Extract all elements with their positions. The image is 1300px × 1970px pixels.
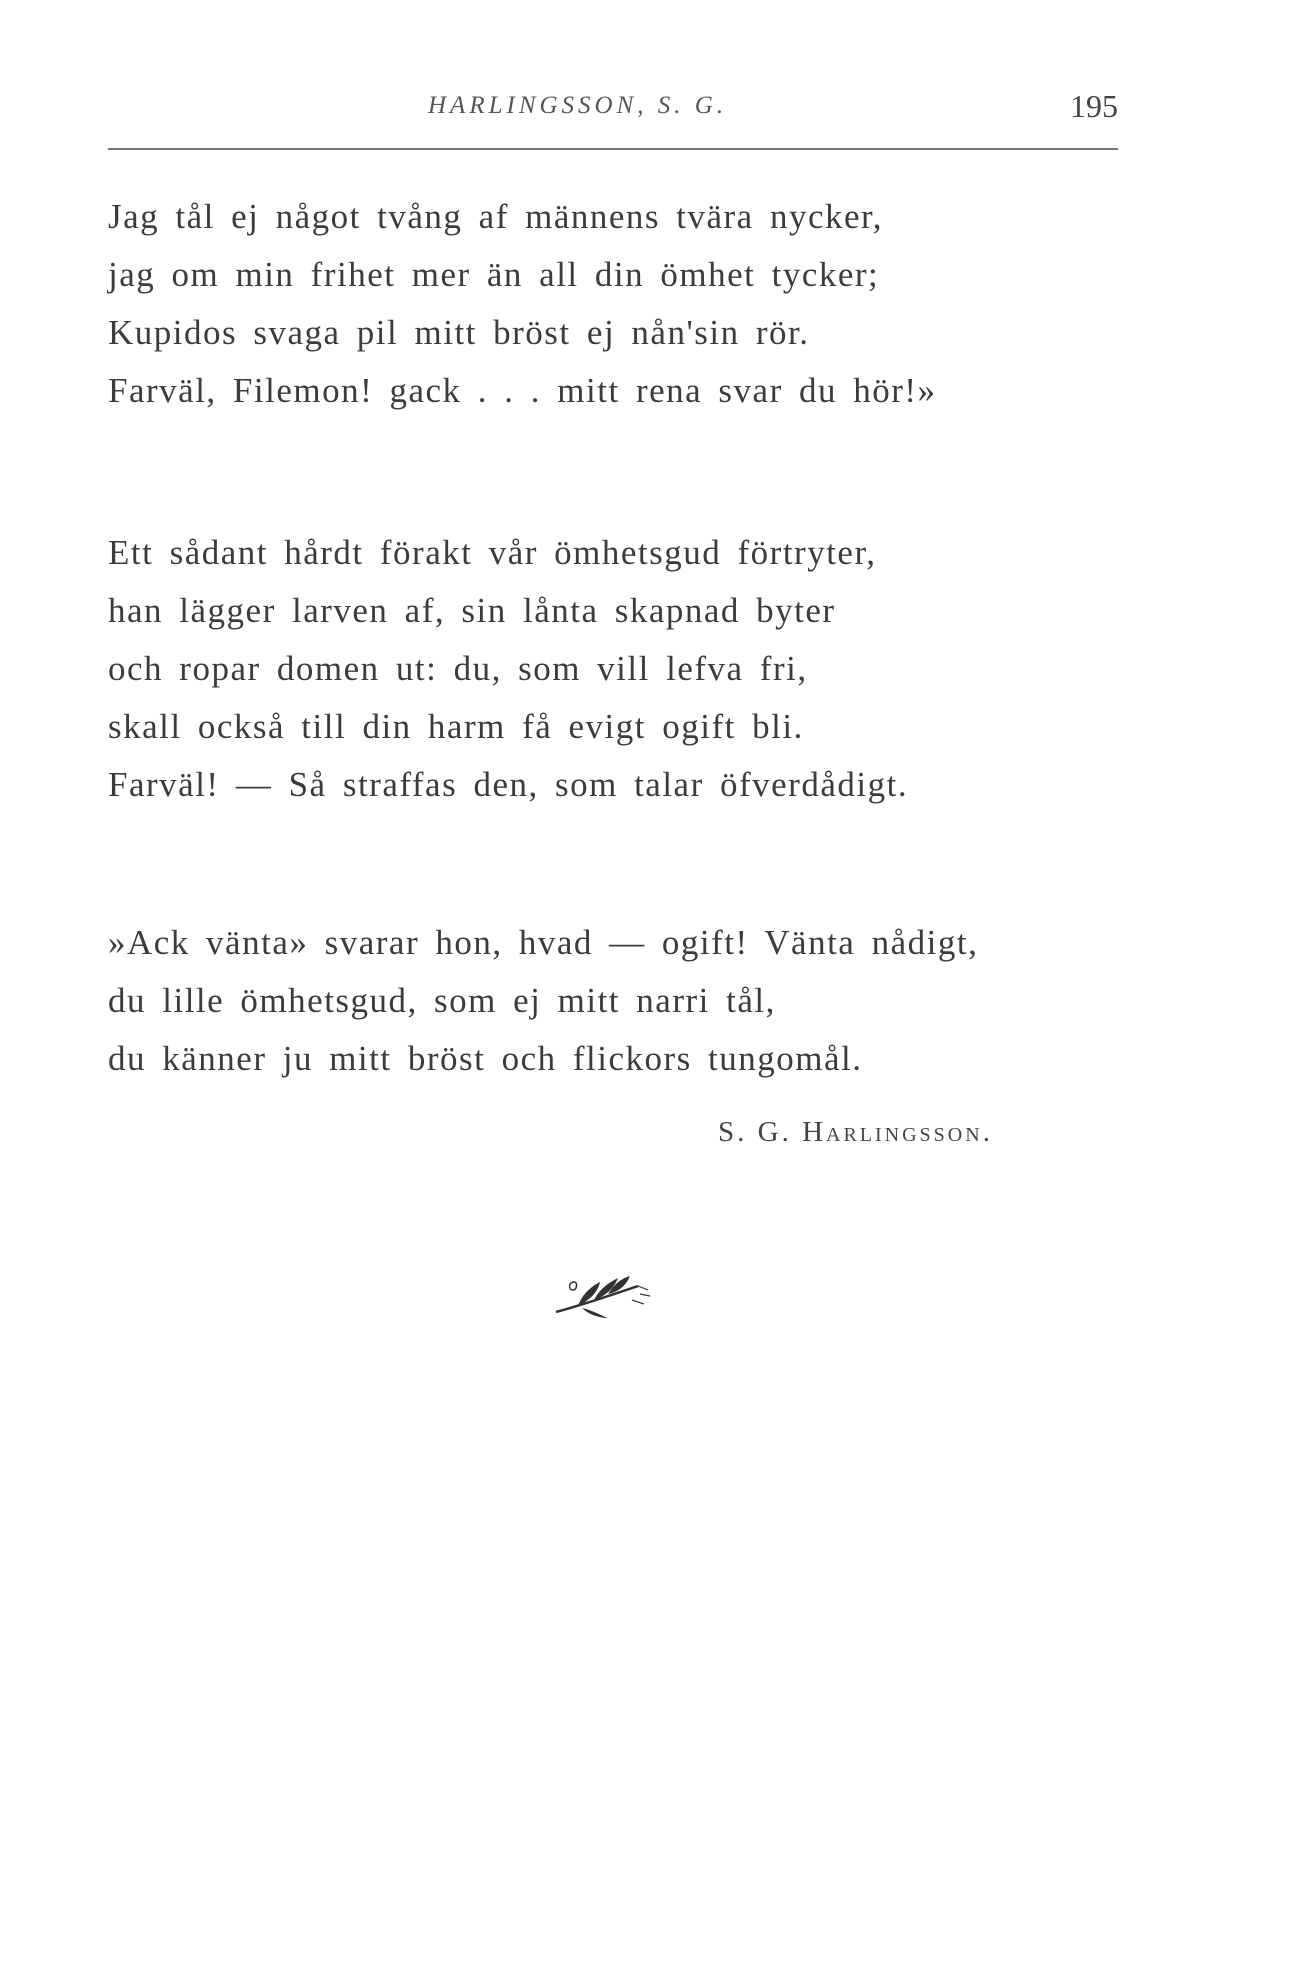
verse-line: han lägger larven af, sin lånta skapnad byter — [108, 591, 836, 630]
verse-line: »Ack vänta» svarar hon, hvad — ogift! Vänta nådigt, — [108, 923, 979, 962]
leaf-sprig-icon — [548, 1272, 668, 1322]
verse-line: skall också till din harm få evigt ogift bli. — [108, 707, 804, 746]
stanza-1 — [108, 188, 937, 420]
header-rule — [108, 148, 1118, 150]
verse-line: Farväl, Filemon! gack . . . mitt rena svar du hör!» — [108, 371, 937, 410]
verse-line: Farväl! — Så straffas den, som talar öfverdådigt. — [108, 765, 909, 804]
running-title: HARLINGSSON, S. G. — [428, 92, 728, 119]
verse-line: du lille ömhetsgud, som ej mitt narri tål, — [108, 981, 776, 1020]
page-number: 195 — [1070, 88, 1118, 124]
stanza-3 — [108, 914, 978, 1088]
author-signature: S. G. Harlingsson. — [718, 1116, 993, 1148]
verse-line: Ett sådant hårdt förakt vår ömhetsgud förtryter, — [108, 533, 877, 572]
stanza-2 — [108, 524, 908, 814]
verse-line: Jag tål ej något tvång af männens tvära nycker, — [108, 197, 884, 236]
verse-line: Kupidos svaga pil mitt bröst ej nån'sin rör. — [108, 313, 810, 352]
verse-line: och ropar domen ut: du, som vill lefva fri, — [108, 649, 808, 688]
running-head — [108, 88, 1118, 136]
verse-line: du känner ju mitt bröst och flickors tungomål. — [108, 1039, 863, 1078]
verse-line: jag om min frihet mer än all din ömhet tycker; — [108, 255, 880, 294]
